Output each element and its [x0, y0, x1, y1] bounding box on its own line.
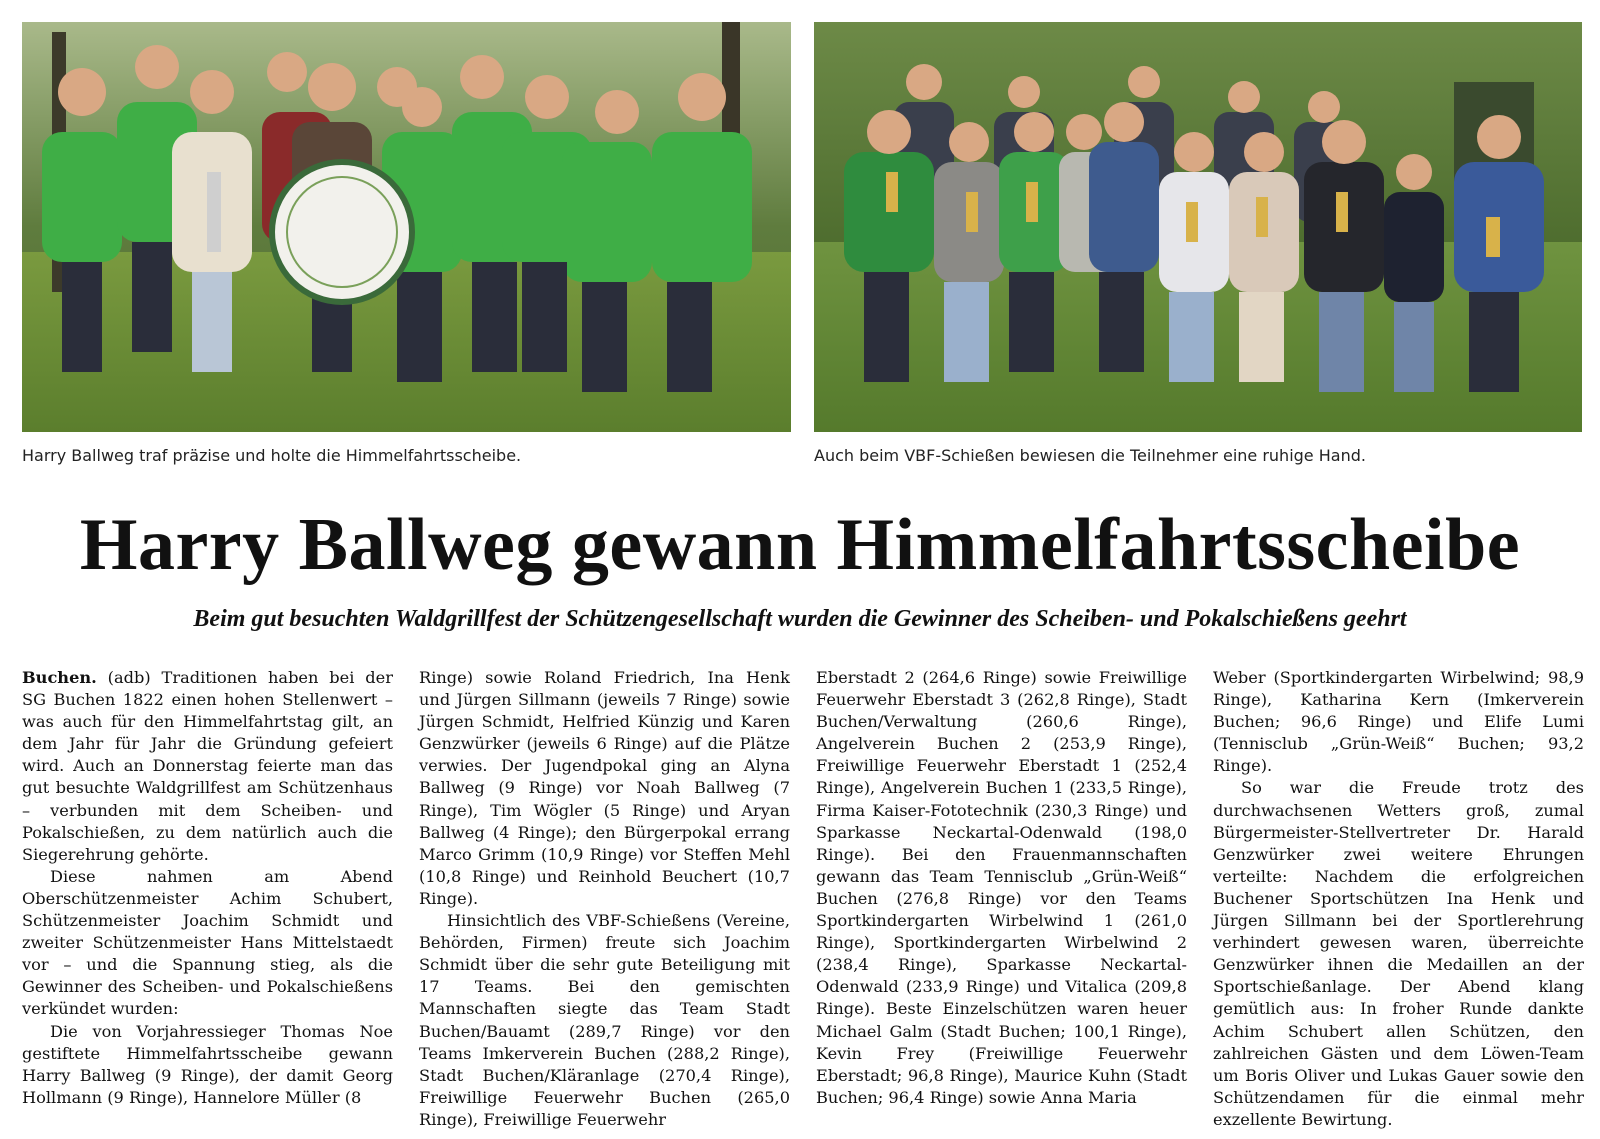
article-paragraph: Ringe) sowie Roland Friedrich, Ina Henk und Jürgen Sillmann (jeweils 7 Ringe) sowie Jürgen Schmidt, Helfried Künzig und Karen Genzwürker (jeweils 6 Ringe) auf die Plätze verwies. Der Jugendpokal ging an Alyna Ballweg (9 Ringe) vor Noah Ballweg (7 Ringe), Tim Wögler (5 Ringe) und Aryan Ballweg (4 Ringe); den Bürgerpokal errang Marco Grimm (10,9 Ringe) vor Steffen Mehl (10,8 Ringe) und Reinhold Beuchert (10,7 Ringe).: [419, 668, 790, 908]
article-column-1: [22, 667, 393, 1131]
paragraph-text: (adb) Traditionen haben bei der SG Buchen 1822 einen hohen Stellenwert – was auch für den Himmelfahrtstag gilt, an dem Jahr für Jahr die Gründung gefeiert wird. Auch an Donnerstag feierte man das gut besuchte Waldgrillfest am Schützenhaus – verbunden mit dem Scheiben- und Pokalschießen, zu dem natürlich auch die Siegerehrung gehörte.: [22, 668, 393, 864]
article-paragraph: [22, 667, 393, 866]
article-paragraph: Weber (Sportkindergarten Wirbelwind; 98,9 Ringe), Katharina Kern (Imkerverein Buchen; 96,6 Ringe) und Elife Lumi (Tennisclub „Grün-Weiß“ Buchen; 93,2 Ringe).: [1213, 668, 1584, 776]
photo-group-green-jackets: [22, 22, 791, 432]
photo-group-trophies: [814, 22, 1582, 432]
dateline: Buchen.: [22, 668, 97, 687]
photo-vbf-participants: [814, 22, 1582, 432]
article-column-2: [419, 667, 790, 1131]
article-headline: Harry Ballweg gewann Himmelfahrtsscheibe: [79, 504, 1521, 586]
article-column-4: [1213, 667, 1584, 1131]
article-paragraph: Eberstadt 2 (264,6 Ringe) sowie Freiwillige Feuerwehr Eberstadt 3 (262,8 Ringe), Stadt Buchen/Verwaltung (260,6 Ringe), Angelverein Buchen 2 (253,9 Ringe), Freiwillige Feuerwehr Eberstadt 1 (252,4 Ringe), Angelverein Buchen 1 (233,5 Ringe), Firma Kaiser-Fototechnik (230,3 Ringe) und Sparkasse Neckartal-Odenwald (198,0 Ringe). Bei den Frauenmannschaften gewann das Team Tennisclub „Grün-Weiß“ Buchen (276,8 Ringe) vor den Teams Sportkindergarten Wirbelwind 1 (261,0 Ringe), Sportkindergarten Wirbelwind 2 (238,4 Ringe), Sparkasse Neckartal-Odenwald (233,9 Ringe) und Vitalica (209,8 Ringe). Beste Einzelschützen waren heuer Michael Galm (Stadt Buchen; 100,1 Ringe), Kevin Frey (Freiwillige Feuerwehr Eberstadt; 96,8 Ringe), Maurice Kuhn (Stadt Buchen; 96,4 Ringe) sowie Anna Maria: [816, 668, 1187, 1107]
photo-caption-left: Harry Ballweg traf präzise und holte die Himmelfahrtsscheibe.: [22, 446, 522, 465]
article-paragraph: Die von Vorjahressieger Thomas Noe gestiftete Himmelfahrtsscheibe gewann Harry Ballweg (9 Ringe), der damit Georg Hollmann (9 Ringe), Hannelore Müller (8: [22, 1021, 393, 1107]
photo-caption-right: Auch beim VBF-Schießen bewiesen die Teilnehmer eine ruhige Hand.: [814, 446, 1366, 465]
article-paragraph: Diese nahmen am Abend Oberschützenmeister Achim Schubert, Schützenmeister Joachim Schmidt und zweiter Schützenmeister Hans Mittelstaedt vor – und die Spannung stieg, als die Gewinner des Scheiben- und Pokalschießens verkündet wurden:: [22, 866, 393, 1019]
article-body: [22, 667, 1584, 1131]
photo-award-shield: [22, 22, 791, 432]
article-paragraph: So war die Freude trotz des durchwachsenen Wetters groß, zumal Bürgermeister-Stellvertreter Dr. Harald Genzwürker zwei weitere Ehrungen verteilte: Nachdem die erfolgreichen Buchener Sportschützen Ina Henk und Jürgen Sillmann bei der Sportlerehrung verhindert gewesen waren, überreichte Genzwürker ihnen die Medaillen an der Sportschießanlage. Der Abend klang gemütlich aus: In froher Runde dankte Achim Schubert allen Schützen, den zahlreichen Gästen und dem Löwen-Team um Boris Oliver und Lukas Gauer sowie den Schützendamen für die einmal mehr exzellente Bewirtung.: [1213, 778, 1584, 1129]
article-subheadline: Beim gut besuchten Waldgrillfest der Schützengesellschaft wurden die Gewinner des Scheiben- und Pokalschießens geehrt: [193, 606, 1407, 632]
article-column-3: [816, 667, 1187, 1131]
article-paragraph: Hinsichtlich des VBF-Schießens (Vereine, Behörden, Firmen) freute sich Joachim Schmidt über die sehr gute Beteiligung mit 17 Teams. Bei den gemischten Mannschaften siegte das Team Stadt Buchen/Bauamt (289,7 Ringe) vor den Teams Imkerverein Buchen (288,2 Ringe), Stadt Buchen/Kläranlage (270,4 Ringe), Freiwillige Feuerwehr Buchen (265,0 Ringe), Freiwillige Feuerwehr: [419, 911, 790, 1129]
